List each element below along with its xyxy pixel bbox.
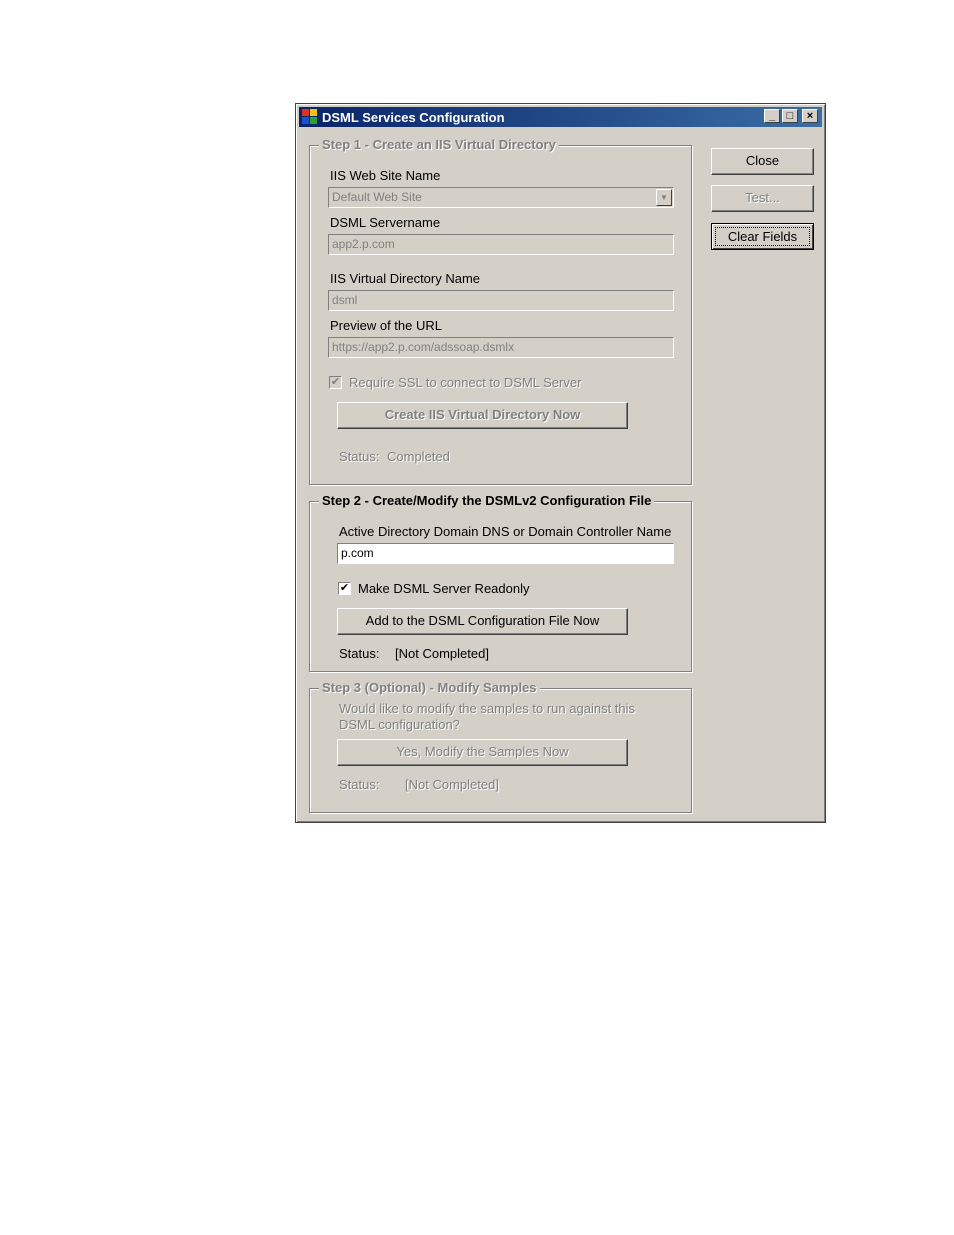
create-vdir-button[interactable] (337, 402, 628, 429)
ad-domain-input[interactable] (341, 546, 670, 560)
readonly-checkbox[interactable]: ✔ (339, 582, 350, 594)
close-button-label: Close (745, 153, 780, 168)
clear-fields-label: Clear Fields (715, 227, 810, 246)
add-config-label: Add to the DSML Configuration File Now (365, 613, 600, 628)
window-title: DSML Services Configuration (322, 110, 505, 125)
servername-value: app2.p.com (332, 237, 395, 251)
create-vdir-label: Create IIS Virtual Directory Now (384, 407, 581, 422)
step3-status-label: Status: (339, 777, 380, 792)
preview-url-value: https://app2.p.com/adssoap.dsmlx (332, 340, 515, 354)
chevron-down-icon[interactable]: ▼ (656, 189, 672, 206)
modify-samples-button[interactable] (337, 739, 628, 766)
clear-fields-button[interactable] (711, 223, 814, 250)
close-button[interactable] (711, 148, 814, 175)
title-bar[interactable] (299, 107, 822, 127)
web-site-value: Default Web Site (332, 190, 422, 204)
app-icon (302, 109, 318, 125)
step2-status-label: Status: (339, 646, 380, 661)
vdir-label: IIS Virtual Directory Name (330, 271, 481, 286)
step2-group (309, 493, 692, 672)
ad-domain-label: Active Directory Domain DNS or Domain Controller Name (339, 524, 672, 539)
step1-title: Step 1 - Create an IIS Virtual Directory (319, 137, 559, 152)
readonly-label: Make DSML Server Readonly (358, 581, 530, 596)
dsml-config-window (295, 103, 826, 823)
maximize-button[interactable]: □ (782, 109, 798, 123)
step3-status-value: [Not Completed] (405, 777, 499, 792)
step3-description-line1: Would like to modify the samples to run against this (339, 701, 636, 716)
preview-label: Preview of the URL (330, 318, 442, 333)
step1-group (309, 137, 692, 485)
vdir-value: dsml (332, 293, 358, 307)
require-ssl-checkbox[interactable]: ✔ (330, 376, 341, 388)
servername-label: DSML Servername (330, 215, 441, 230)
servername-field[interactable] (328, 234, 674, 255)
ad-domain-field[interactable] (337, 543, 674, 564)
step2-status-value: [Not Completed] (395, 646, 489, 661)
test-button[interactable] (711, 185, 814, 212)
web-site-combo[interactable] (328, 187, 674, 208)
step3-title: Step 3 (Optional) - Modify Samples (319, 680, 540, 695)
close-window-button[interactable]: × (802, 109, 818, 123)
require-ssl-label: Require SSL to connect to DSML Server (349, 375, 582, 390)
add-config-button[interactable] (337, 608, 628, 635)
web-site-label: IIS Web Site Name (330, 168, 441, 183)
step3-description-line2: DSML configuration? (339, 717, 460, 732)
step3-group (309, 680, 692, 813)
test-button-label: Test... (745, 190, 780, 205)
step1-status-value: Completed (387, 449, 450, 464)
modify-samples-label: Yes, Modify the Samples Now (396, 744, 569, 759)
step1-status-label: Status: (339, 449, 380, 464)
vdir-field[interactable] (328, 290, 674, 311)
step2-title: Step 2 - Create/Modify the DSMLv2 Configuration File (319, 493, 654, 508)
minimize-button[interactable]: _ (764, 109, 780, 123)
preview-url-field[interactable] (328, 337, 674, 358)
